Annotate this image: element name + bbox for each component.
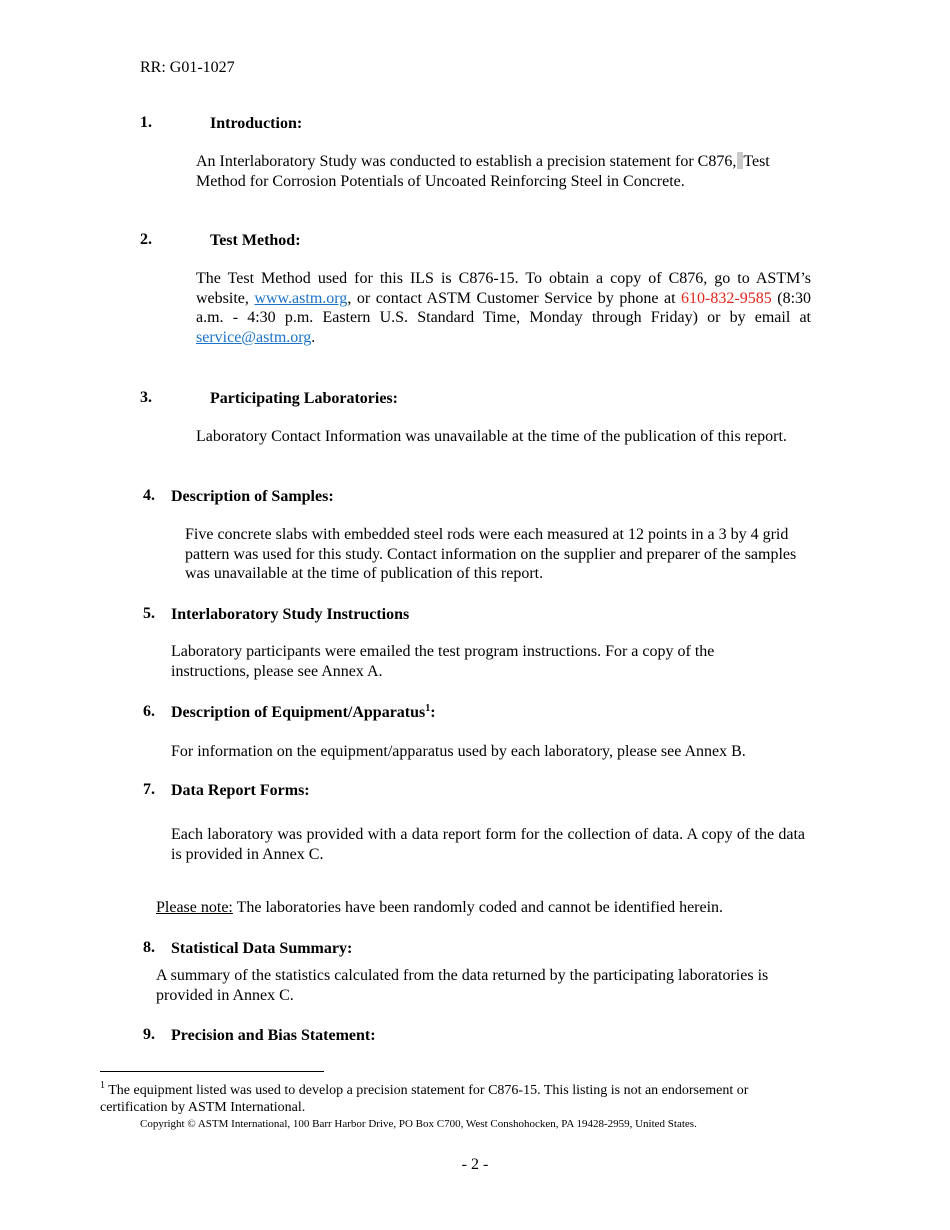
website-link[interactable]: www.astm.org xyxy=(254,289,348,307)
section-7-body: Each laboratory was provided with a data report form for the collection of data. A copy of the data is provided in Annex C. xyxy=(171,826,805,863)
section-5-number: 5. xyxy=(143,605,155,622)
section-2-text-d: . xyxy=(311,328,316,346)
section-3-body: Laboratory Contact Information was unavailable at the time of the publication of this report. xyxy=(196,428,787,445)
section-2-text-b: , or contact ASTM Customer Service by phone at xyxy=(347,289,682,307)
section-1-text-b: Test Method for Corrosion Potentials of Uncoated Reinforcing Steel in Concrete. xyxy=(196,153,770,190)
section-7-number: 7. xyxy=(143,781,155,798)
section-1-number: 1. xyxy=(140,114,152,131)
section-2-body xyxy=(196,269,811,347)
section-6-number: 6. xyxy=(143,703,155,720)
section-9-title: Precision and Bias Statement: xyxy=(171,1027,376,1044)
section-6-title-text: Description of Equipment/Apparatus xyxy=(171,704,426,721)
email-link[interactable]: service@astm.org xyxy=(196,328,312,346)
section-5-body: Laboratory participants were emailed the test program instructions. For a copy of the instructions, please see Annex A. xyxy=(171,643,715,680)
section-2-number: 2. xyxy=(140,231,152,248)
section-2-title: Test Method: xyxy=(210,232,301,249)
footnote-marker: 1 xyxy=(100,1080,105,1091)
section-2-text-c: (8:30 a.m. - 4:30 p.m. Eastern U.S. Standard Time, Monday through Friday) or by email at xyxy=(196,289,812,327)
footnote-divider xyxy=(100,1071,324,1072)
section-3-number: 3. xyxy=(140,389,152,406)
section-6-title xyxy=(171,703,436,722)
section-5-title: Interlaboratory Study Instructions xyxy=(171,606,410,623)
phone-number: 610-832-9585 xyxy=(681,289,772,307)
footnote-text: The equipment listed was used to develop a precision statement for C876-15. This listing is not an endorsement or certification by ASTM International. xyxy=(100,1083,749,1115)
section-2-text-a: The Test Method used for this ILS is C876-15. To obtain a copy of C876, go to ASTM’s website, xyxy=(196,270,811,307)
section-1-title: Introduction: xyxy=(210,115,303,132)
copyright-line: Copyright © ASTM International, 100 Barr Harbor Drive, PO Box C700, West Conshohocken, PA 19428-2959, United States. xyxy=(140,1118,697,1130)
section-7-title: Data Report Forms: xyxy=(171,782,310,799)
note-text: The laboratories have been randomly coded and cannot be identified herein. xyxy=(232,899,724,916)
section-4-number: 4. xyxy=(143,487,155,504)
report-id: RR: G01-1027 xyxy=(140,59,235,76)
section-6-body: For information on the equipment/apparatus used by each laboratory, please see Annex B. xyxy=(171,743,746,760)
section-4-title: Description of Samples: xyxy=(171,488,334,505)
section-1-body xyxy=(196,152,812,191)
section-6-title-suffix: : xyxy=(430,704,436,721)
section-7-note xyxy=(156,898,816,918)
section-8-title: Statistical Data Summary: xyxy=(171,940,353,957)
section-8-number: 8. xyxy=(143,939,155,956)
section-4-body: Five concrete slabs with embedded steel rods were each measured at 12 points in a 3 by 4 grid pattern was used for this study. Contact information on the supplier and preparer of the samples was unavailable at the time of publication of this report. xyxy=(185,526,797,583)
section-9-number: 9. xyxy=(143,1026,155,1043)
page-number: - 2 - xyxy=(461,1156,489,1173)
section-8-body: A summary of the statistics calculated from the data returned by the participating laboratories is provided in Annex C. xyxy=(156,967,769,1004)
section-1-text-a: An Interlaboratory Study was conducted to establish a precision statement for C876, xyxy=(196,153,737,170)
note-label: Please note: xyxy=(156,899,233,916)
footnote-ref: 1 xyxy=(425,703,431,714)
footnote xyxy=(100,1082,815,1116)
section-3-title: Participating Laboratories: xyxy=(210,390,398,407)
